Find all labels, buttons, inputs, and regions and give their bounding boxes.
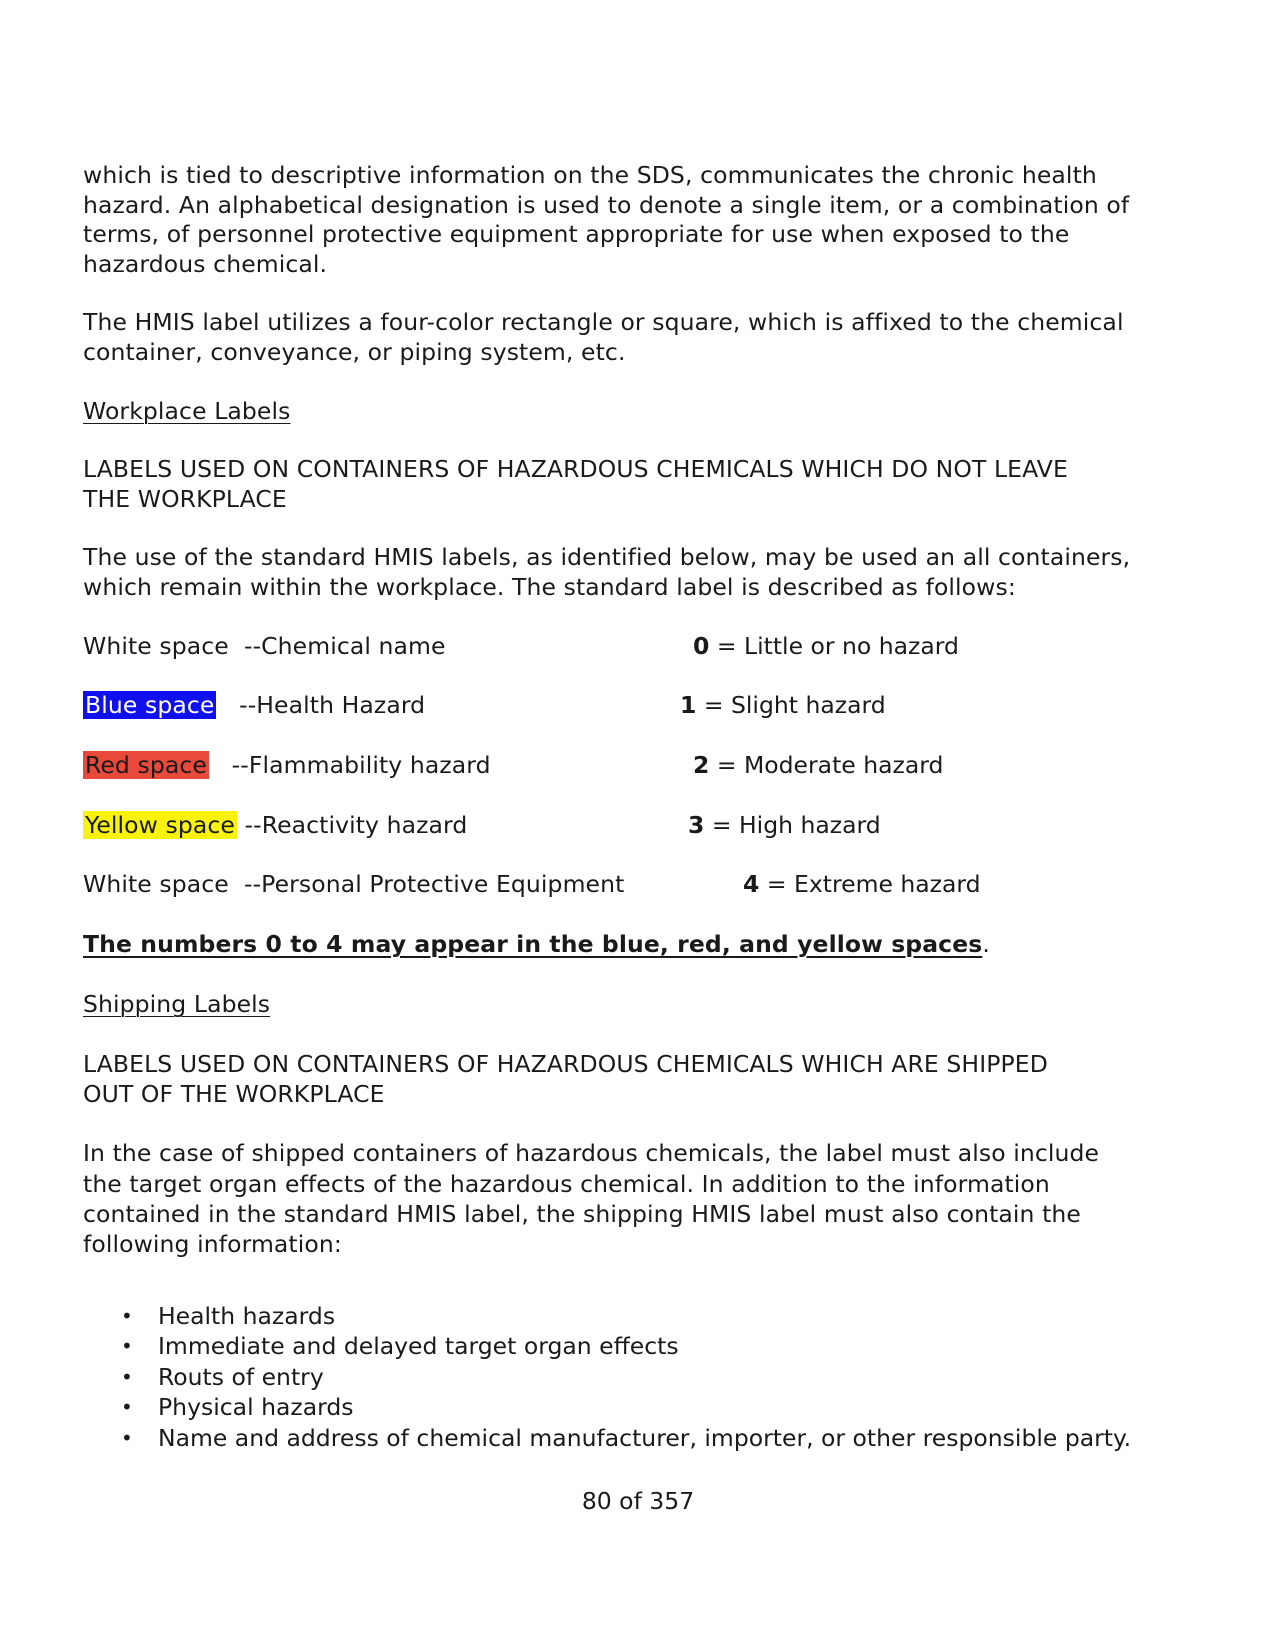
space-label: White space	[83, 632, 229, 660]
space-row-blue-health	[83, 690, 425, 720]
bullet-icon: •	[121, 1364, 133, 1389]
bullet-icon: •	[121, 1425, 133, 1450]
intro-line-1: which is tied to descriptive information on the SDS, communicates the chronic health	[83, 161, 1097, 189]
bullet-icon: •	[121, 1304, 133, 1328]
workplace-caps-line-1: LABELS USED ON CONTAINERS OF HAZARDOUS CHEMICALS WHICH DO NOT LEAVE	[83, 455, 1068, 483]
list-item-text: Name and address of chemical manufacturer, importer, or other responsible party.	[158, 1423, 1132, 1452]
shipping-para-line-2: the target organ effects of the hazardous chemical. In addition to the information	[83, 1170, 1050, 1198]
list-item-text: Routs of entry	[158, 1362, 324, 1391]
workplace-caps-line-2: THE WORKPLACE	[83, 485, 287, 513]
list-item-text: Physical hazards	[158, 1393, 354, 1422]
list-item	[83, 1331, 1131, 1361]
space-row-white-ppe	[83, 869, 624, 899]
hazard-level-3	[688, 810, 881, 840]
space-desc: --Reactivity hazard	[236, 811, 468, 839]
hazard-level-2	[693, 750, 943, 780]
hazard-level-1	[680, 690, 886, 720]
yellow-space-highlight: Yellow space	[85, 811, 235, 839]
intro-line-4: hazardous chemical.	[83, 250, 328, 278]
page-number: 80 of 357	[581, 1487, 695, 1515]
hazard-number: 0	[693, 632, 710, 660]
hazard-number: 1	[680, 691, 697, 719]
shipping-caps-line-2: OUT OF THE WORKPLACE	[83, 1080, 385, 1108]
shipping-info-list	[83, 1301, 1131, 1453]
list-item	[83, 1362, 1131, 1392]
space-desc: --Personal Protective Equipment	[228, 870, 625, 898]
shipping-para-line-3: contained in the standard HMIS label, the shipping HMIS label must also contain the	[83, 1200, 1081, 1228]
space-row-red-flammability	[83, 750, 491, 780]
numbers-note-text: The numbers 0 to 4 may appear in the blue, red, and yellow spaces	[83, 930, 983, 958]
hazard-level-0	[693, 631, 959, 661]
hazard-desc: = Slight hazard	[696, 691, 886, 719]
hazard-desc: = High hazard	[704, 811, 881, 839]
red-space-highlight: Red space	[85, 751, 207, 779]
intro-line-2: hazard. An alphabetical designation is used to denote a single item, or a combination of	[83, 191, 1130, 219]
intro-line-3: terms, of personnel protective equipment appropriate for use when exposed to the	[83, 220, 1070, 248]
space-row-yellow-reactivity	[83, 810, 467, 840]
space-desc: --Flammability hazard	[208, 751, 491, 779]
hazard-number: 2	[693, 751, 710, 779]
list-item-text: Immediate and delayed target organ effects	[158, 1332, 679, 1361]
list-item	[83, 1301, 1131, 1331]
space-desc: --Health Hazard	[216, 691, 426, 719]
space-desc: --Chemical name	[228, 632, 446, 660]
numbers-note-period: .	[982, 930, 990, 958]
hazard-desc: = Little or no hazard	[709, 632, 959, 660]
shipping-para-line-4: following information:	[83, 1230, 342, 1258]
shipping-para-line-1: In the case of shipped containers of hazardous chemicals, the label must also include	[83, 1139, 1100, 1167]
list-item-text: Health hazards	[158, 1302, 336, 1330]
workplace-para-line-2: which remain within the workplace. The standard label is described as follows:	[83, 573, 1016, 601]
hmis-line-2: container, conveyance, or piping system, etc.	[83, 338, 626, 366]
hazard-number: 3	[688, 811, 705, 839]
bullet-icon: •	[121, 1334, 133, 1359]
hazard-level-4	[743, 869, 981, 899]
list-item	[83, 1392, 1131, 1422]
hazard-desc: = Moderate hazard	[709, 751, 944, 779]
blue-space-highlight: Blue space	[85, 691, 215, 719]
bullet-icon: •	[121, 1395, 133, 1420]
numbers-note	[83, 929, 990, 959]
space-row-white-chemical	[83, 631, 446, 661]
shipping-caps-line-1: LABELS USED ON CONTAINERS OF HAZARDOUS CHEMICALS WHICH ARE SHIPPED	[83, 1050, 1048, 1078]
hazard-number: 4	[743, 870, 760, 898]
shipping-heading: Shipping Labels	[83, 990, 271, 1018]
workplace-para-line-1: The use of the standard HMIS labels, as identified below, may be used an all containers,	[83, 543, 1131, 571]
space-label: White space	[83, 870, 229, 898]
hazard-desc: = Extreme hazard	[759, 870, 981, 898]
workplace-heading: Workplace Labels	[83, 397, 291, 425]
hmis-line-1: The HMIS label utilizes a four-color rectangle or square, which is affixed to the chemical	[83, 308, 1124, 336]
list-item	[83, 1423, 1131, 1453]
